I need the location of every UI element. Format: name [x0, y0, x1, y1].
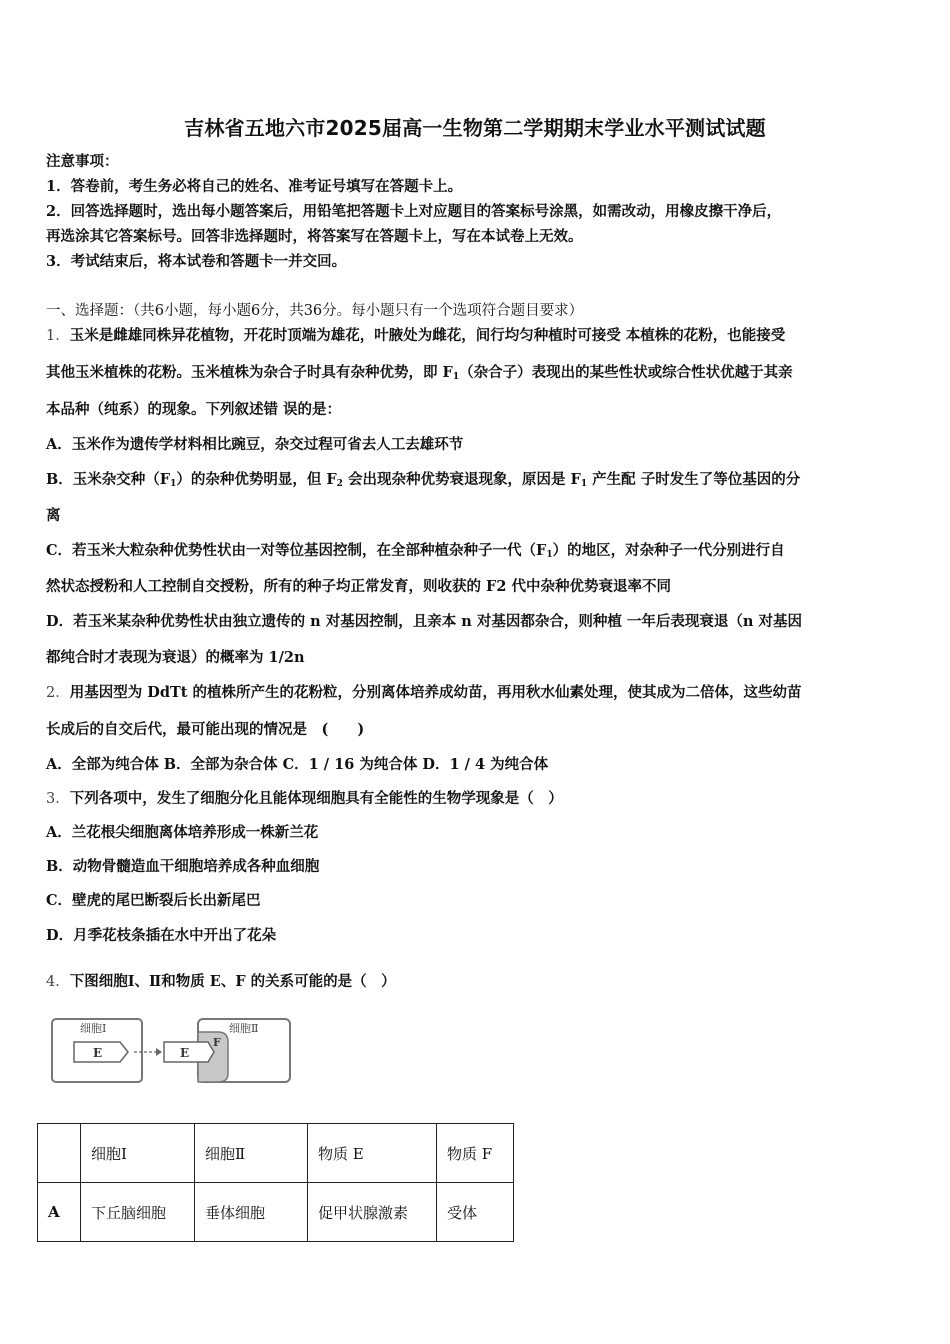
receptor-f-label: F: [213, 1036, 221, 1049]
question-1-line: [46, 326, 785, 346]
table-cell: 垂体细胞: [195, 1183, 308, 1242]
question-1-line: [46, 363, 793, 387]
option-c: [46, 541, 785, 565]
arrow-head: [156, 1048, 162, 1056]
substance-e-label: E: [93, 1046, 103, 1060]
option-text: 产生配 子时发生了等位基因的分: [587, 471, 801, 488]
option-text: ）的地区，对杂种子一代分别进行自: [552, 542, 785, 559]
option-d-cont: 都纯合时才表现为衰退）的概率为 1/2n: [46, 649, 305, 666]
table-row: [38, 1183, 514, 1242]
subscript: 2: [336, 479, 343, 489]
table-cell: 下丘脑细胞: [81, 1183, 195, 1242]
table-header-cell: 细胞Ⅱ: [195, 1124, 308, 1183]
cell-diagram: [48, 1014, 298, 1088]
option-text: ）的杂种优势明显，但 F: [176, 471, 337, 488]
question-number: 3．: [46, 791, 70, 807]
question-number: 1．: [46, 328, 70, 344]
answer-table: [37, 1123, 514, 1242]
table-header-cell: 细胞Ⅰ: [81, 1124, 195, 1183]
question-number: 2．: [46, 685, 70, 701]
question-2-line: [46, 683, 802, 703]
cell-2-label: 细胞Ⅱ: [229, 1022, 259, 1035]
question-2-line: 长成后的自交后代，最可能出现的情况是 ( ): [46, 721, 365, 738]
subscript: 1: [170, 479, 177, 489]
notice-heading: 注意事项：: [46, 153, 119, 170]
table-cell: 促甲状腺激素: [308, 1183, 437, 1242]
notice-item: 2．回答选择题时，选出每小题答案后，用铅笔把答题卡上对应题目的答案标号涂黑，如需改动，用橡皮擦干净后，: [46, 203, 782, 220]
cell-1-label: 细胞Ⅰ: [80, 1022, 107, 1035]
subscript: 1: [452, 372, 460, 382]
subscript: 1: [546, 550, 553, 560]
option-c-cont: 然状态授粉和人工控制自交授粉，所有的种子均正常发育，则收获的 F2 代中杂种优势衰退率不同: [46, 578, 671, 595]
table-cell: A: [38, 1183, 81, 1242]
question-number: 4．: [46, 974, 70, 990]
page-title: 吉林省五地六市2025届高一生物第二学期期末学业水平测试试题: [184, 116, 766, 140]
question-text: 用基因型为 DdTt 的植株所产生的花粉粒，分别离体培养成幼苗，再用秋水仙素处理，使其成为二倍体，这些幼苗: [69, 684, 802, 701]
table-cell: 受体: [437, 1183, 514, 1242]
question-text: 玉米是雌雄同株异花植物，开花时顶端为雄花，叶腋处为雌花，间行均匀种植时可接受 本植株的花粉，也能接受: [69, 327, 786, 344]
table-header-cell: 物质 E: [308, 1124, 437, 1183]
option-b-cont: 离: [46, 507, 61, 524]
substance-e-label: E: [180, 1046, 190, 1060]
question-1-line: 本品种（纯系）的现象。下列叙述错 误的是：: [46, 401, 342, 418]
notice-item: 再选涂其它答案标号。回答非选择题时，将答案写在答题卡上，写在本试卷上无效。: [46, 228, 583, 245]
table-header-row: [38, 1124, 514, 1183]
option-d: D．若玉米某杂种优势性状由独立遗传的 n 对基因控制，且亲本 n 对基因都杂合，则种植 一年后表现衰退（n 对基因: [46, 613, 802, 630]
question-4-line: [46, 972, 396, 992]
option-d: D．月季花枝条插在水中开出了花朵: [46, 927, 277, 944]
section-heading: 一、选择题：（共6小题，每小题6分，共36分。每小题只有一个选项符合题目要求）: [46, 303, 584, 319]
table-header-cell: [38, 1124, 81, 1183]
question-3-line: [46, 789, 563, 809]
notice-item: 1．答卷前，考生务必将自己的姓名、准考证号填写在答题卡上。: [46, 178, 463, 195]
option-a: A．玉米作为遗传学材料相比豌豆，杂交过程可省去人工去雄环节: [46, 436, 464, 453]
question-2-options: A．全部为纯合体 B．全部为杂合体 C．1 / 16 为纯合体 D．1 / 4 为纯合体: [46, 756, 549, 773]
question-text: （杂合子）表现出的某些性状或综合性状优越于其亲: [459, 364, 793, 381]
option-c: C．壁虎的尾巴断裂后长出新尾巴: [46, 892, 261, 909]
question-text: 下列各项中，发生了细胞分化且能体现细胞具有全能性的生物学现象是（ ）: [69, 790, 563, 807]
option-b: B．动物骨髓造血干细胞培养成各种血细胞: [46, 858, 320, 875]
notice-item: 3．考试结束后，将本试卷和答题卡一并交回。: [46, 253, 347, 270]
option-text: C．若玉米大粒杂种优势性状由一对等位基因控制，在全部种植杂种子一代（F: [46, 542, 547, 559]
option-text: B．玉米杂交种（F: [46, 471, 171, 488]
question-text: 其他玉米植株的花粉。玉米植株为杂合子时具有杂种优势，即 F: [46, 364, 453, 381]
option-text: 会出现杂种优势衰退现象，原因是 F: [342, 471, 581, 488]
question-text: 下图细胞Ⅰ、Ⅱ和物质 E、F 的关系可能的是（ ）: [69, 973, 396, 990]
option-a: A．兰花根尖细胞离体培养形成一株新兰花: [46, 824, 319, 841]
subscript: 1: [580, 479, 588, 489]
option-b: [46, 470, 800, 494]
table-header-cell: 物质 F: [437, 1124, 514, 1183]
